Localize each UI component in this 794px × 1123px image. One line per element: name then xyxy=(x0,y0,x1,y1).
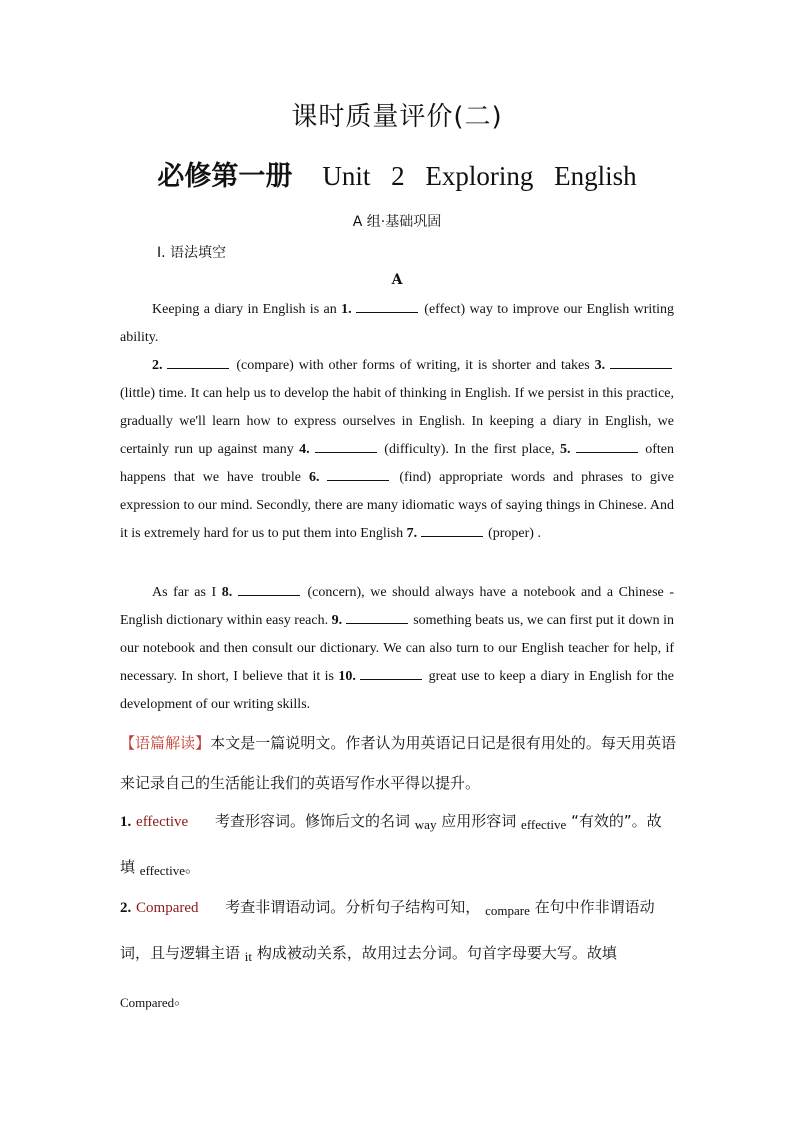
answer-word: it xyxy=(244,949,253,964)
passage-text: (effect) way to improve our English writing ability. xyxy=(120,302,675,345)
blank-number: 6. xyxy=(308,470,320,485)
answer-word: way xyxy=(414,817,437,832)
blank-10[interactable] xyxy=(360,665,422,680)
answer-number: 1. xyxy=(120,814,132,830)
blank-3[interactable] xyxy=(610,354,672,369)
blank-8[interactable] xyxy=(238,581,300,596)
blank-7[interactable] xyxy=(421,522,483,537)
passage-paragraph-1 xyxy=(120,296,674,548)
blank-9[interactable] xyxy=(346,609,408,624)
answer-explanation: 应用形容词 xyxy=(441,812,517,830)
answer-word: effective xyxy=(139,863,186,878)
blank-6[interactable] xyxy=(327,466,389,481)
passage-text: (proper) . xyxy=(488,526,541,541)
analysis-tag: 【语篇解读】 xyxy=(120,734,211,752)
blank-4[interactable] xyxy=(315,438,377,453)
passage-paragraph-2 xyxy=(120,579,674,719)
passage-text: As far as I xyxy=(152,585,217,600)
answer-word: compare xyxy=(485,903,530,918)
answer-explanation: 构成被动关系，故用过去分词。句首字母要大写。故填 xyxy=(256,944,617,962)
blank-1[interactable] xyxy=(356,298,418,313)
answer-explanation: 在句中作非谓语动词，且与逻辑主语 xyxy=(120,898,655,962)
answer-explanation: 。 xyxy=(174,990,190,1008)
blank-number: 9. xyxy=(331,613,343,628)
passage-text: (little) time. It can help us to develop the habit of thinking in English. If we persist in this practice, gradually we'll learn how to express ourselves in English. In keeping a diary in English, we certainly run up against many xyxy=(120,386,674,457)
answer-explanation: “有效的”。故填 xyxy=(120,812,662,876)
passage-text: great use to keep a diary in English for the development of our writing skills. xyxy=(120,669,674,712)
answer-value: effective xyxy=(136,814,189,830)
blank-number: 2. xyxy=(152,358,163,373)
blank-2[interactable] xyxy=(167,354,229,369)
answer-value: Compared xyxy=(136,900,199,916)
blank-number: 7. xyxy=(406,526,418,541)
blank-number: 3. xyxy=(594,358,606,373)
answer-item xyxy=(120,800,676,892)
answer-explanation: 考查非谓语动词。分析句子结构可知， xyxy=(225,898,481,916)
passage-text: Keeping a diary in English is an xyxy=(152,302,337,317)
answer-explanation: 考查形容词。修饰后文的名词 xyxy=(215,812,411,830)
blank-number: 1. xyxy=(341,302,352,317)
analysis-text: 本文是一篇说明文。作者认为用英语记日记是很有用处的。每天用英语来记录自己的生活能让我们的英语写作水平得以提升。 xyxy=(120,734,676,792)
subtitle-book: 必修第一册 xyxy=(157,161,293,192)
passage-text: something beats us, we can first put it down in our notebook and then consult our dictionary. We can also turn to our English teacher for help, if necessary. In short, I believe that it is xyxy=(120,613,674,684)
answer-item xyxy=(120,886,676,1024)
answer-number: 2. xyxy=(120,900,132,916)
passage-text: often happens that we have trouble xyxy=(120,442,674,485)
passage-analysis xyxy=(120,723,676,803)
passage-text: (compare) with other forms of writing, it is shorter and takes xyxy=(236,358,590,373)
blank-number: 10. xyxy=(338,669,356,684)
section-heading: Ⅰ. 语法填空 xyxy=(157,245,227,261)
passage-label: A xyxy=(391,272,403,288)
answer-word: Compared xyxy=(120,995,175,1010)
passage-text: (find) appropriate words and phrases to give expression to our mind. Secondly, there are many idiomatic ways of saying things in Chinese. And it is extremely hard for us to put them into English xyxy=(120,470,674,541)
blank-number: 4. xyxy=(299,442,310,457)
passage-text: (concern), we should always have a notebook and a Chinese - English dictionary within easy reach. xyxy=(120,585,675,628)
answer-explanation: 。 xyxy=(185,858,201,876)
blank-number: 5. xyxy=(560,442,571,457)
page-subtitle xyxy=(0,154,794,193)
blank-5[interactable] xyxy=(576,438,638,453)
group-heading: A 组·基础巩固 xyxy=(352,214,442,230)
page-title: 课时质量评价(二) xyxy=(291,102,503,132)
answer-word: effective xyxy=(521,817,567,832)
subtitle-unit: Unit 2 Exploring English xyxy=(322,161,637,191)
blank-number: 8. xyxy=(221,585,233,600)
passage-text: (difficulty). In the first place, xyxy=(384,442,555,457)
